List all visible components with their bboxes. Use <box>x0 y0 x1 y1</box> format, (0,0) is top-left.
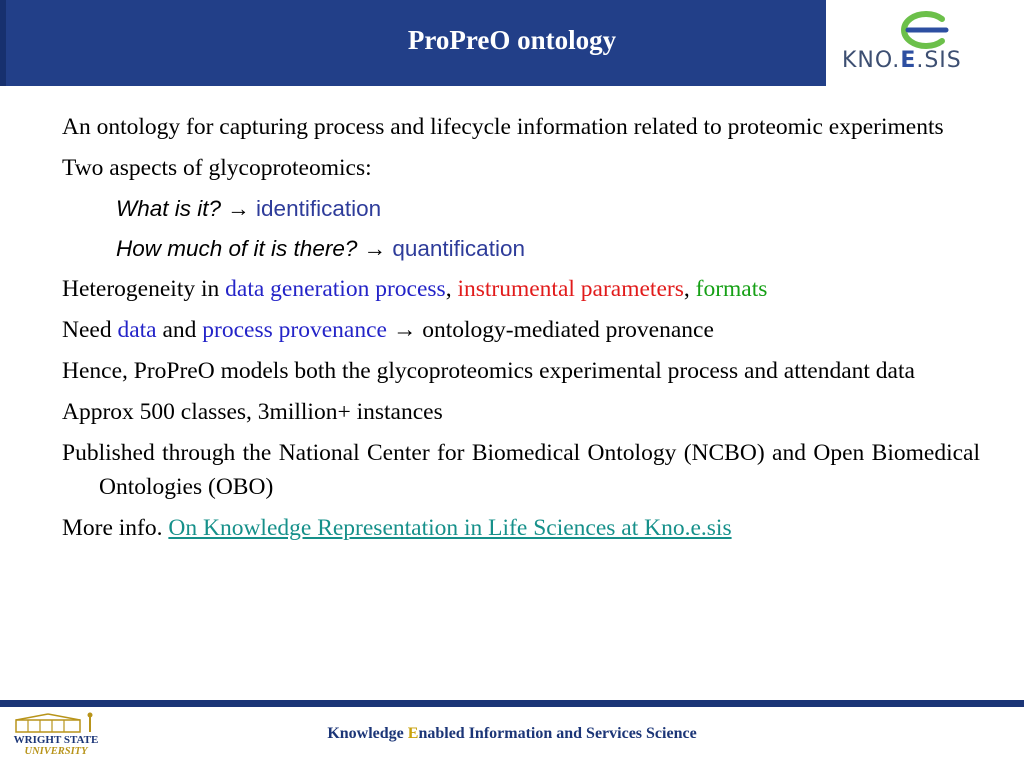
slide-title: ProPreO ontology <box>407 25 617 55</box>
bullet-more-info: More info. On Knowledge Representation in Life Sciences at Kno.e.sis <box>62 515 732 541</box>
footer-tagline: Knowledge Enabled Information and Services Science <box>327 725 697 742</box>
knoesis-logo-text: KNO.E.SIS <box>842 48 962 73</box>
wright-state-wordmark: WRIGHT STATE UNIVERSITY <box>13 734 99 757</box>
slide-header <box>0 0 1024 86</box>
bullet-models: Hence, ProPreO models both the glycoproteomics experimental process and attendant data <box>62 358 915 384</box>
knoesis-logo <box>838 8 1014 78</box>
bullet-size: Approx 500 classes, 3million+ instances <box>62 399 443 425</box>
bullet-published: Published through the National Center for Biomedical Ontology (NCBO) and Open Biomedical Ontologies (OBO) <box>62 440 980 500</box>
bullet-two-aspects: Two aspects of glycoproteomics: <box>62 155 372 181</box>
bullet-ontology-purpose: An ontology for capturing process and lifecycle information related to proteomic experiments <box>62 114 944 140</box>
knoesis-e-icon <box>890 10 950 50</box>
bullet-heterogeneity: Heterogeneity in data generation process, instrumental parameters, formats <box>62 276 768 302</box>
footer-divider <box>0 700 1024 707</box>
sub-bullet-identification: What is it? → identification <box>116 196 382 221</box>
more-info-link[interactable]: On Knowledge Representation in Life Sciences at Kno.e.sis <box>168 515 732 541</box>
slide-body <box>62 110 980 552</box>
sub-bullet-quantification: How much of it is there? → quantification <box>116 236 525 261</box>
bullet-provenance: Need data and process provenance → ontology-mediated provenance <box>62 317 714 343</box>
